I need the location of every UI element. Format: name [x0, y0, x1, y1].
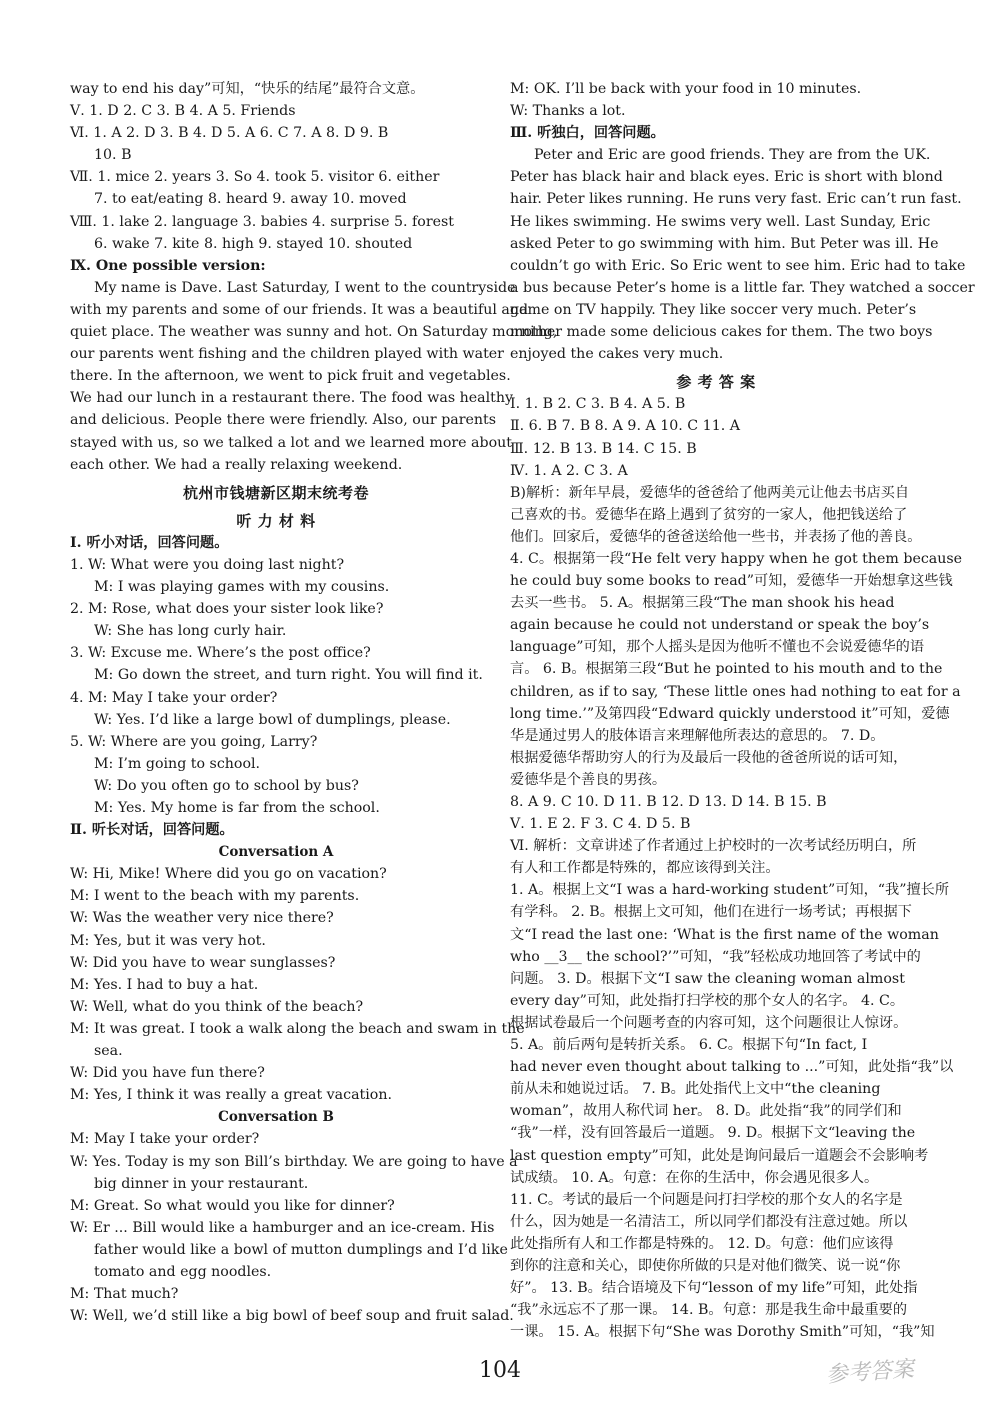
- text-line: enjoyed the cakes very much.: [510, 346, 724, 363]
- text-line: who __3__ the school?’”可知，“我”轻松成功地回答了考试中的: [510, 948, 921, 965]
- text-line: W: Well, we’d still like a big bowl of beef soup and fruit salad.: [70, 1308, 514, 1325]
- text-line: woman”，故用人称代词 her。 8. D。此处指“我”的同学们和: [510, 1103, 902, 1120]
- text-line: M: That much?: [70, 1286, 179, 1303]
- text-line: language”可知，那个人摇头是因为他听不懂也不会说爱德华的语: [510, 639, 925, 656]
- text-line: there. In the afternoon, we went to pick fruit and vegetables.: [70, 368, 511, 385]
- text-line: way to end his day”可知，“快乐的结尾”最符合文意。: [70, 81, 425, 97]
- text-line: 2. M: Rose, what does your sister look like?: [70, 601, 384, 618]
- text-line: 言。 6. B。根据第三段“But he pointed to his mouth and to the: [510, 661, 943, 678]
- text-line: M: I was playing games with my cousins.: [94, 579, 390, 596]
- text-line: W: She has long curly hair.: [94, 623, 287, 640]
- text-line: sea.: [94, 1043, 123, 1060]
- text-line: M: Yes. I had to buy a hat.: [70, 976, 259, 993]
- text-line: 己喜欢的书。爱德华在路上遇到了贫穷的一家人，他把钱送给了: [510, 506, 908, 523]
- text-line: 8. A 9. C 10. D 11. B 12. D 13. D 14. B 15. B: [510, 794, 827, 810]
- text-line: Ⅵ. 解析：文章讲述了作者通过上护校时的一次考试经历明白，所: [510, 838, 917, 855]
- text-line: M: It was great. I took a walk along the beach and swam in the: [70, 1020, 525, 1037]
- text-line: stayed with us, so we talked a lot and we learned more about: [70, 434, 512, 451]
- text-line: 什么，因为她是一名清洁工，所以同学们都没有注意过她。所以: [510, 1213, 908, 1230]
- text-line: We had our lunch in a restaurant there. The food was healthy: [70, 390, 514, 407]
- text-line: with my parents and some of our friends. It was a beautiful and: [70, 301, 529, 318]
- text-line: M: I went to the beach with my parents.: [70, 888, 360, 905]
- text-line: W: Hi, Mike! Where did you go on vacation?: [70, 866, 387, 883]
- text-line: Ⅲ. 听独白，回答问题。: [510, 125, 665, 142]
- text-line: couldn’t go with Eric. So Eric went to see him. Eric had to take: [510, 257, 966, 274]
- text-line: “我”永远忘不了那一课。 14. B。句意：那是我生命中最重要的: [510, 1302, 908, 1319]
- text-line: B)解析：新年早晨，爱德华的爸爸给了他两美元让他去书店买自: [510, 484, 910, 501]
- text-line: our parents went fishing and the children played with water: [70, 346, 504, 363]
- text-line: long time.’”及第四段“Edward quickly understood it”可知，爱德: [510, 705, 950, 722]
- text-line: 爱德华是个善良的男孩。: [510, 771, 667, 788]
- text-line: W: Yes. Today is my son Bill’s birthday. We are going to have a: [70, 1153, 518, 1170]
- text-line: Ⅷ. 1. lake 2. language 3. babies 4. surprise 5. forest: [70, 213, 454, 230]
- text-line: last question empty”可知，此处是询问最后一道题会不会影响考: [510, 1147, 929, 1164]
- text-line: W: Well, what do you think of the beach?: [70, 998, 364, 1015]
- text-line: 听 力 材 料: [236, 511, 316, 530]
- text-line: 根据爱德华帮助穷人的行为及最后一段他的爸爸所说的话可知，: [510, 749, 908, 766]
- text-line: 7. to eat/eating 8. heard 9. away 10. moved: [94, 191, 407, 208]
- text-line: each other. We had a really relaxing weekend.: [70, 456, 403, 473]
- text-line: 去买一些书。 5. A。根据第三段“The man shook his head: [510, 595, 895, 612]
- text-line: every day”可知，此处指打扫学校的那个女人的名字。 4. C。: [510, 992, 905, 1009]
- text-line: W: Yes. I’d like a large bowl of dumplings, please.: [94, 711, 451, 728]
- text-line: M: Yes, I think it was really a great vacation.: [70, 1087, 392, 1104]
- text-line: 文“I read the last one: ‘What is the first name of the woman: [510, 926, 939, 943]
- text-line: Peter and Eric are good friends. They are from the UK.: [534, 147, 931, 164]
- right-column: [510, 78, 975, 1343]
- text-line: 3. W: Excuse me. Where’s the post office?: [70, 645, 371, 662]
- text-line: Ⅴ. 1. D 2. C 3. B 4. A 5. Friends: [70, 103, 296, 120]
- text-line: 问题。 3. D。根据下文“I saw the cleaning woman almost: [510, 970, 905, 987]
- text-line: M: Go down the street, and turn right. You will find it.: [94, 667, 483, 684]
- text-line: 5. W: Where are you going, Larry?: [70, 733, 318, 750]
- text-line: M: I’m going to school.: [94, 755, 261, 772]
- text-line: 11. C。考试的最后一个问题是问打扫学校的那个女人的名字是: [510, 1191, 903, 1208]
- text-line: M: Yes, but it was very hot.: [70, 932, 266, 949]
- text-line: Ⅰ. 1. B 2. C 3. B 4. A 5. B: [510, 396, 686, 413]
- text-line: He likes swimming. He swims very well. Last Sunday, Eric: [510, 213, 931, 230]
- text-line: again because he could not understand or speak the boy’s: [510, 617, 930, 634]
- text-line: Peter has black hair and black eyes. Eric is short with blond: [510, 169, 943, 186]
- text-line: 10. B: [94, 147, 132, 164]
- text-line: 华是通过男人的肢体语言来理解他所表达的意思的。 7. D。: [510, 727, 885, 744]
- text-line: W: Er ... Bill would like a hamburger and an ice-cream. His: [70, 1219, 495, 1236]
- text-line: tomato and egg noodles.: [94, 1263, 272, 1280]
- text-line: 他们。回家后，爱德华的爸爸送给他一些书，并表扬了他的善良。: [510, 528, 922, 545]
- text-line: 试成绩。 10. A。句意：在你的生活中，你会遇见很多人。: [510, 1169, 879, 1186]
- text-line: 5. A。前后两句是转折关系。 6. C。根据下句“In fact, I: [510, 1037, 868, 1054]
- text-line: 到你的注意和关心，即使你所做的只是对他们微笑、说一说“你: [510, 1257, 901, 1274]
- text-line: W: Do you often go to school by bus?: [94, 777, 359, 794]
- watermark-stamp: 参考答案: [825, 1356, 915, 1389]
- text-line: asked Peter to go swimming with him. But Peter was ill. He: [510, 235, 939, 252]
- left-column: [70, 78, 558, 1327]
- text-line: 有人和工作都是特殊的，都应该得到关注。: [510, 860, 780, 877]
- text-line: M: Yes. My home is far from the school.: [94, 800, 380, 816]
- text-line: 4. C。根据第一段“He felt very happy when he got them because: [510, 550, 963, 567]
- text-line: Conversation A: [218, 844, 334, 861]
- text-line: 有学科。 2. B。根据上文可知，他们在进行一场考试；再根据下: [510, 904, 912, 921]
- text-line: Ⅵ. 1. A 2. D 3. B 4. D 5. A 6. C 7. A 8. D 9. B: [70, 125, 389, 142]
- text-line: 杭州市钱塘新区期末统考卷: [182, 483, 369, 502]
- text-line: 1. W: What were you doing last night?: [70, 556, 345, 573]
- text-line: W: Was the weather very nice there?: [70, 910, 334, 927]
- text-line: Ⅱ. 听长对话，回答问题。: [70, 822, 234, 839]
- text-line: children, as if to say, ‘These little ones had nothing to eat for a: [510, 683, 961, 700]
- text-line: 参 考 答 案: [676, 373, 756, 392]
- text-line: Ⅴ. 1. E 2. F 3. C 4. D 5. B: [510, 816, 691, 833]
- text-line: “我”一样，没有回答最后一道题。 9. D。根据下文“leaving the: [510, 1125, 916, 1142]
- text-line: 此处指所有人和工作都是特殊的。 12. D。句意：他们应该得: [510, 1235, 894, 1252]
- text-line: My name is Dave. Last Saturday, I went to the countryside: [94, 279, 516, 296]
- text-line: game on TV happily. They like soccer very much. Peter’s: [510, 301, 917, 318]
- text-line: W: Did you have to wear sunglasses?: [70, 954, 336, 971]
- text-line: W: Thanks a lot.: [510, 103, 626, 120]
- text-line: quiet place. The weather was sunny and hot. On Saturday morning,: [70, 324, 558, 341]
- text-line: 1. A。根据上文“I was a hard-working student”可知，“我”擅长所: [510, 882, 950, 899]
- text-line: 4. M: May I take your order?: [70, 689, 278, 706]
- text-line: 根据试卷最后一个问题考查的内容可知，这个问题很让人惊讶。: [510, 1014, 908, 1031]
- text-line: Ⅳ. 1. A 2. C 3. A: [510, 462, 628, 479]
- text-line: Conversation B: [218, 1109, 334, 1126]
- text-line: W: Did you have fun there?: [70, 1065, 265, 1082]
- text-line: Ⅸ. One possible version:: [70, 257, 266, 274]
- text-line: mother made some delicious cakes for them. The two boys: [510, 324, 933, 341]
- text-line: M: OK. I’ll be back with your food in 10 minutes.: [510, 81, 862, 97]
- text-line: M: May I take your order?: [70, 1131, 260, 1148]
- text-line: father would like a bowl of mutton dumplings and I’d like: [94, 1241, 508, 1258]
- text-line: Ⅱ. 6. B 7. B 8. A 9. A 10. C 11. A: [510, 418, 740, 435]
- page-number: 104: [479, 1358, 521, 1383]
- text-line: big dinner in your restaurant.: [94, 1175, 309, 1192]
- text-line: a bus because Peter’s home is a little far. They watched a soccer: [510, 279, 975, 296]
- text-line: and delicious. People there were friendly. Also, our parents: [70, 412, 497, 429]
- text-line: M: Great. So what would you like for dinner?: [70, 1197, 395, 1214]
- text-line: 一课。 15. A。根据下句“She was Dorothy Smith”可知，“我”知: [510, 1324, 935, 1341]
- text-line: he could buy some books to read”可知，爱德华一开始想拿这些钱: [510, 573, 953, 590]
- text-line: 6. wake 7. kite 8. high 9. stayed 10. shouted: [94, 235, 413, 252]
- text-line: had never even thought about talking to ...”可知，此处指“我”以: [510, 1059, 954, 1076]
- text-line: Ⅶ. 1. mice 2. years 3. So 4. took 5. visitor 6. either: [70, 169, 440, 186]
- text-line: hair. Peter likes running. He runs very fast. Eric can’t run fast.: [510, 191, 962, 208]
- text-line: 前从未和她说过话。 7. B。此处指代上文中“the cleaning: [510, 1081, 881, 1098]
- text-line: Ⅲ. 12. B 13. B 14. C 15. B: [510, 440, 697, 457]
- text-line: Ⅰ. 听小对话，回答问题。: [70, 534, 229, 551]
- text-line: 好”。 13. B。结合语境及下句“lesson of my life”可知，此处指: [510, 1280, 918, 1297]
